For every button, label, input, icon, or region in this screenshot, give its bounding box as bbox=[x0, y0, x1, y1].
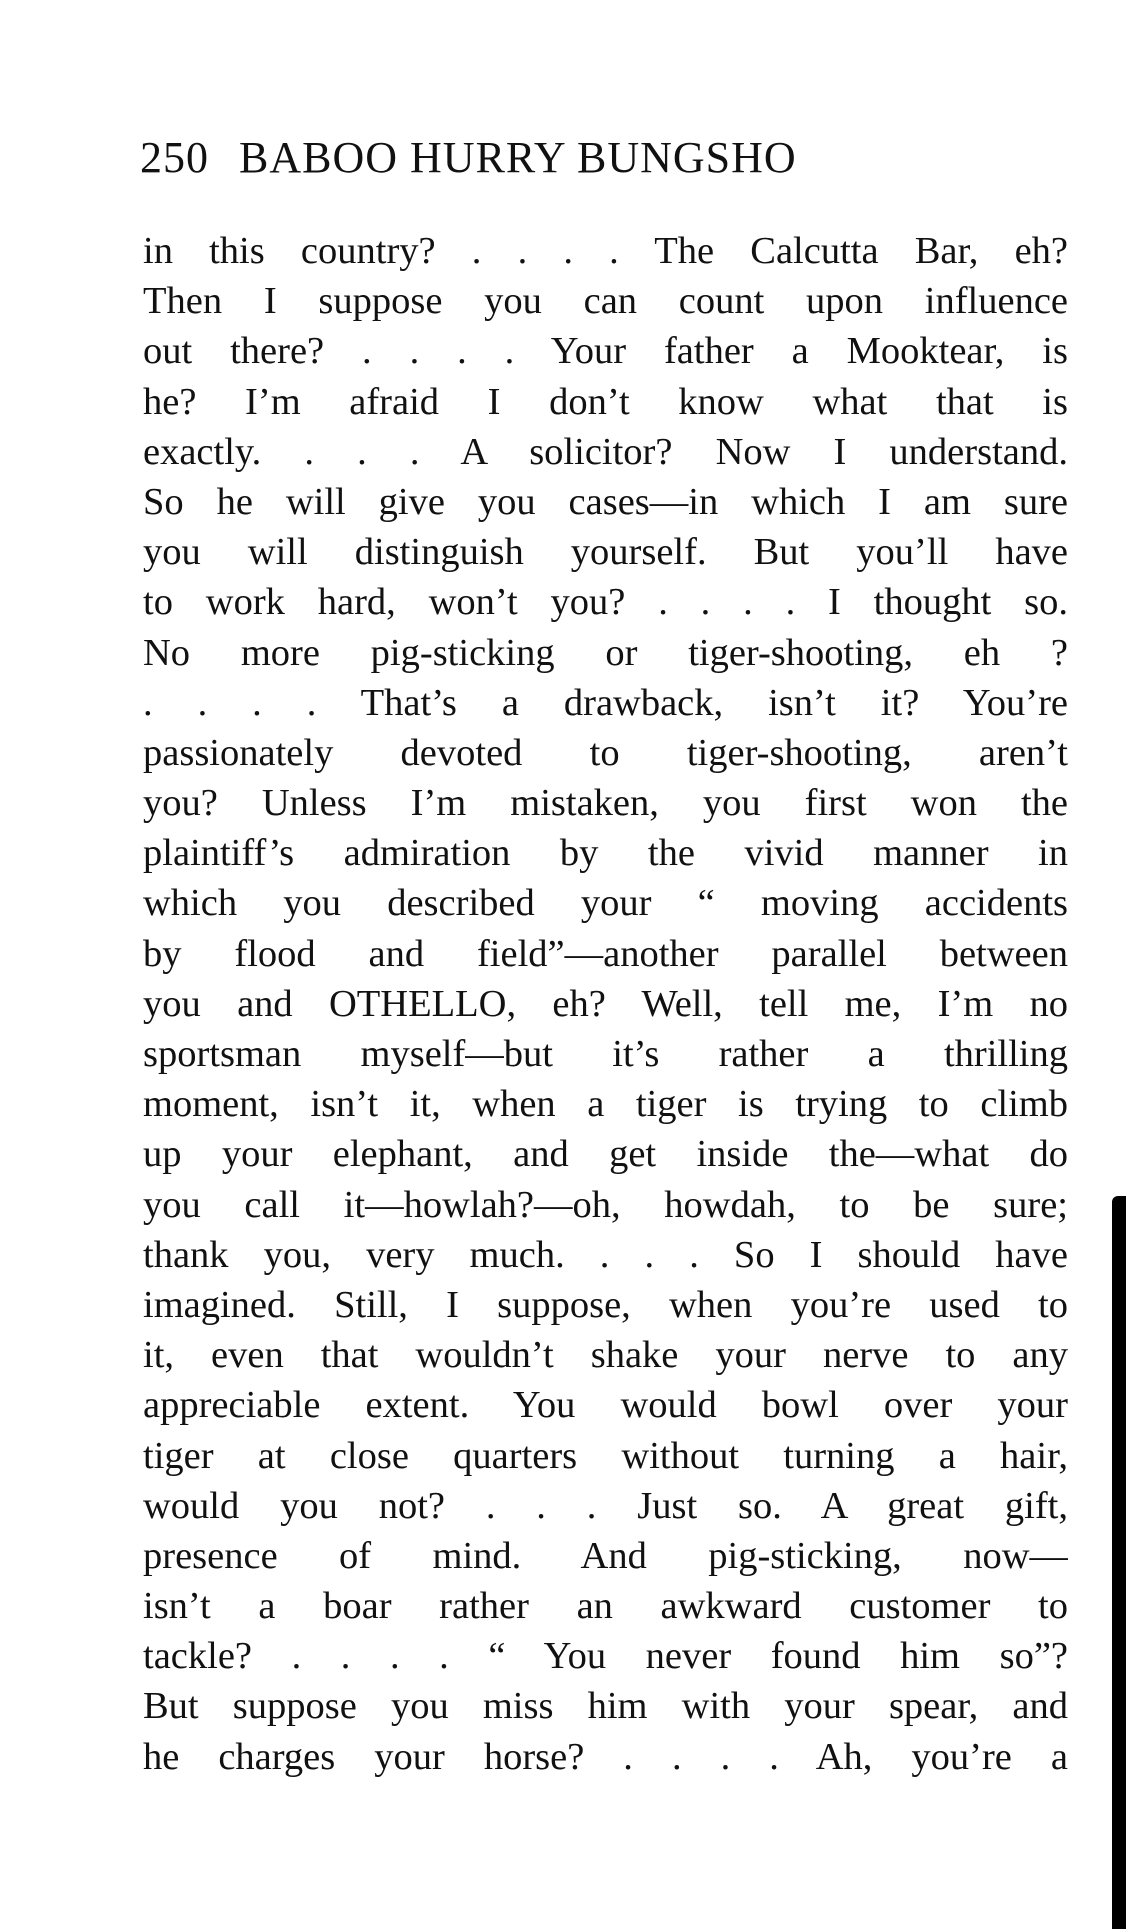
text-line: So he will give you cases—in which I am sure bbox=[143, 480, 1068, 523]
text-line: in this country? . . . . The Calcutta Bar, eh? bbox=[143, 230, 1068, 272]
body-text bbox=[143, 226, 1068, 1782]
text-line: . . . . That’s a drawback, isn’t it? You’re bbox=[143, 681, 1068, 724]
text-line: passionately devoted to tiger-shooting, aren’t bbox=[143, 731, 1068, 774]
text-line: out there? . . . . Your father a Mooktear, is bbox=[143, 330, 1068, 373]
text-line: would you not? . . . Just so. A great gift, bbox=[143, 1484, 1068, 1527]
text-line: he charges your horse? . . . . Ah, you’re a bbox=[143, 1735, 1068, 1778]
page-edge-shadow bbox=[1112, 1196, 1126, 1929]
text-line: he? I’m afraid I don’t know what that is bbox=[143, 380, 1068, 423]
text-line: plaintiff’s admiration by the vivid manner in bbox=[143, 832, 1068, 875]
running-head bbox=[140, 128, 940, 188]
text-line: you? Unless I’m mistaken, you first won the bbox=[143, 782, 1068, 825]
text-line: to work hard, won’t you? . . . . I thought so. bbox=[143, 581, 1068, 624]
page-number: 250 bbox=[140, 133, 209, 182]
text-line: which you described your “ moving accidents bbox=[143, 882, 1068, 925]
text-line: you call it—howlah?—oh, howdah, to be sure; bbox=[143, 1183, 1068, 1226]
text-line: it, even that wouldn’t shake your nerve to any bbox=[143, 1334, 1068, 1377]
text-line: tiger at close quarters without turning a hair, bbox=[143, 1434, 1068, 1477]
text-line: isn’t a boar rather an awkward customer to bbox=[143, 1585, 1068, 1628]
text-line: up your elephant, and get inside the—what do bbox=[143, 1133, 1068, 1176]
text-line: presence of mind. And pig-sticking, now— bbox=[143, 1534, 1068, 1577]
text-line: imagined. Still, I suppose, when you’re used to bbox=[143, 1283, 1068, 1326]
text-line: by flood and field”—another parallel between bbox=[143, 932, 1068, 975]
text-line: exactly. . . . A solicitor? Now I understand. bbox=[143, 430, 1068, 473]
text-line: tackle? . . . . “ You never found him so”? bbox=[143, 1635, 1068, 1678]
text-line: sportsman myself—but it’s rather a thrilling bbox=[143, 1033, 1068, 1075]
text-line: Then I suppose you can count upon influence bbox=[143, 280, 1068, 323]
text-line: No more pig-sticking or tiger-shooting, eh ? bbox=[143, 631, 1068, 674]
text-line: But suppose you miss him with your spear, and bbox=[143, 1685, 1068, 1728]
text-line: you will distinguish yourself. But you’ll have bbox=[143, 531, 1068, 574]
text-line: appreciable extent. You would bowl over your bbox=[143, 1384, 1068, 1427]
text-line: thank you, very much. . . . So I should have bbox=[143, 1233, 1068, 1276]
text-line: you and OTHELLO, eh? Well, tell me, I’m no bbox=[143, 982, 1068, 1025]
text-line: moment, isn’t it, when a tiger is trying to climb bbox=[143, 1083, 1068, 1126]
running-title: BABOO HURRY BUNGSHO bbox=[239, 133, 797, 182]
